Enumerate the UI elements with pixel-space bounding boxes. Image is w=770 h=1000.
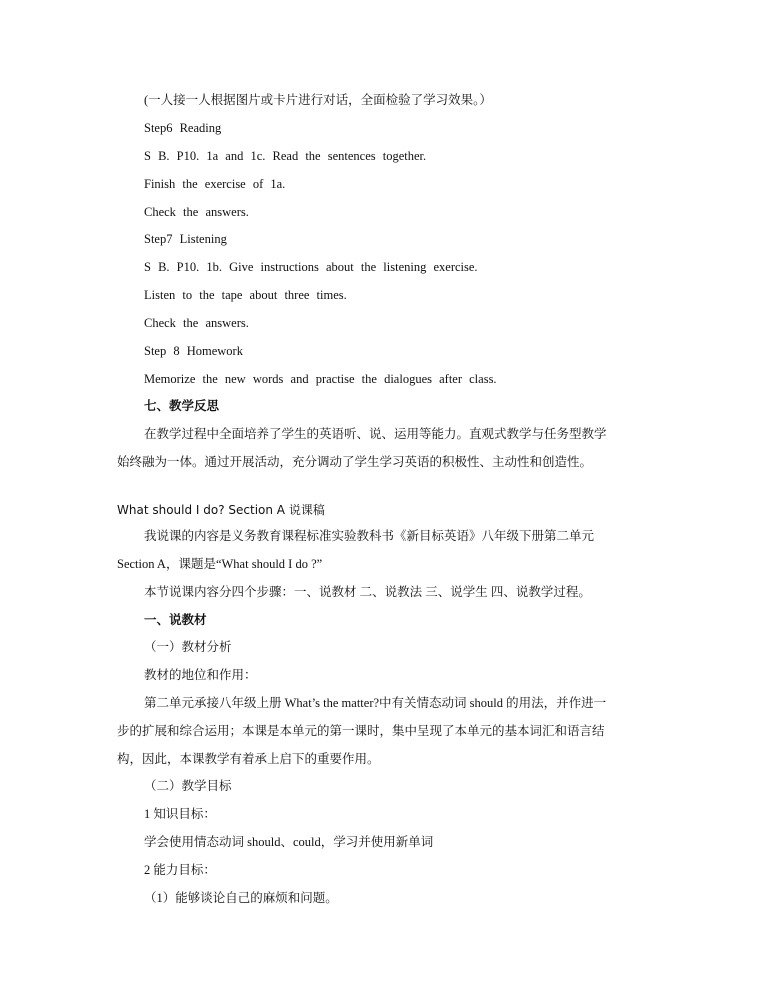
knowledge-goal-label: 1 知识目标： [144,807,216,821]
step7-line-1: S B. P10. 1b. Give instructions about the listening exercise. [144,260,478,274]
reflection-line-2: 始终融为一体。通过开展活动，充分调动了学生学习英语的积极性、主动性和创造性。 [117,455,593,469]
step6-line-1: S B. P10. 1a and 1c. Read the sentences together. [144,149,427,163]
ability-goal-label: 2 能力目标： [144,863,216,877]
step7-line-3: Check the answers. [144,316,249,330]
textbook-role-line-3: 构，因此，本课教学有着承上启下的重要作用。 [117,752,380,766]
lesson-title: What should I do? Section A 说课稿 [117,503,325,517]
section-heading-textbook: 一、说教材 [144,613,207,627]
step6-heading: Step6 Reading [144,121,222,135]
step6-line-3: Check the answers. [144,205,249,219]
intro-line-1: 我说课的内容是义务教育课程标准实验教科书《新目标英语》八年级下册第二单元 [144,529,595,543]
reflection-line-1: 在教学过程中全面培养了学生的英语听、说、运用等能力。直观式教学与任务型教学 [144,427,607,441]
section-heading-reflection: 七、教学反思 [144,399,220,413]
ability-goal-item-1: （1）能够谈论自己的麻烦和问题。 [144,891,338,905]
step6-line-2: Finish the exercise of 1a. [144,177,286,191]
step8-line-1: Memorize the new words and practise the dialogues after class. [144,372,497,386]
textbook-role-label: 教材的地位和作用： [144,668,257,682]
intro-steps: 本节说课内容分四个步骤：一、说教材 二、说教法 三、说学生 四、说教学过程。 [144,585,591,599]
paragraph-activity-note: (一人接一人根据图片或卡片进行对话，全面检验了学习效果。） [144,93,492,107]
step7-heading: Step7 Listening [144,232,227,246]
subheading-teaching-goals: （二）教学目标 [144,779,232,793]
subheading-textbook-analysis: （一）教材分析 [144,640,232,654]
step8-heading: Step 8 Homework [144,344,243,358]
knowledge-goal-text: 学会使用情态动词 should、could，学习并使用新单词 [144,835,434,849]
textbook-role-line-2: 步的扩展和综合运用；本课是本单元的第一课时，集中呈现了本单元的基本词汇和语言结 [117,724,605,738]
intro-line-2: Section A，课题是“What should I do ?” [117,557,323,571]
textbook-role-line-1: 第二单元承接八年级上册 What’s the matter?中有关情态动词 should 的用法，并作进一 [144,696,607,710]
step7-line-2: Listen to the tape about three times. [144,288,347,302]
